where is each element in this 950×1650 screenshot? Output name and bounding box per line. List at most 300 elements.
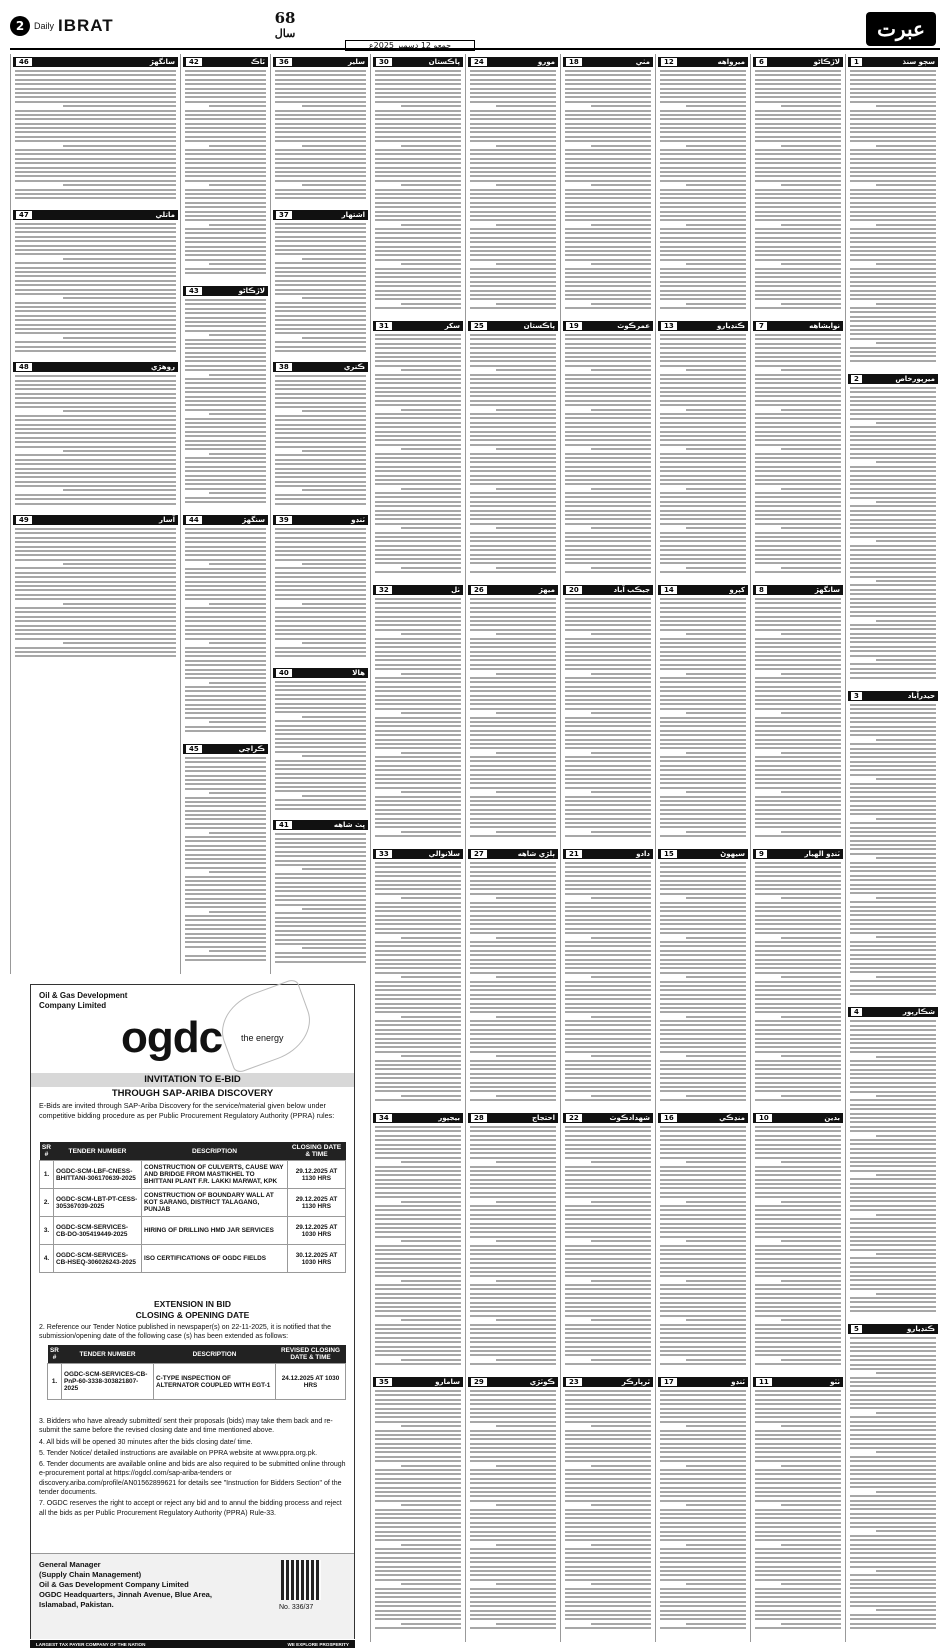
- text-line: [565, 1390, 651, 1392]
- text-line: [470, 1231, 556, 1233]
- text-line: [275, 236, 366, 238]
- text-line: [850, 1108, 936, 1110]
- text-line: [375, 1557, 461, 1559]
- text-line: [275, 528, 366, 530]
- text-line: [209, 563, 266, 565]
- text-line: [375, 981, 461, 983]
- text-line: [565, 254, 651, 256]
- text-line: [275, 424, 366, 426]
- text-line: [63, 145, 176, 147]
- news-article: [371, 582, 465, 846]
- text-line: [565, 880, 651, 882]
- text-line: [565, 1086, 651, 1088]
- text-line: [850, 1429, 936, 1431]
- text-line: [375, 862, 461, 864]
- text-line: [470, 985, 556, 987]
- text-line: [565, 1297, 651, 1299]
- text-line: [565, 1245, 651, 1247]
- dateline-number: 23: [566, 1378, 582, 1386]
- text-line: [850, 774, 936, 776]
- text-line: [565, 1130, 651, 1132]
- text-line: [660, 1183, 746, 1185]
- text-line: [565, 1539, 651, 1541]
- text-line: [375, 453, 461, 455]
- text-line: [275, 939, 366, 941]
- text-line: [375, 902, 461, 904]
- text-line: [15, 74, 176, 76]
- text-line: [755, 1183, 841, 1185]
- text-line: [660, 1394, 746, 1396]
- text-line: [850, 83, 936, 85]
- text-line: [15, 249, 176, 251]
- text-line: [470, 1024, 556, 1026]
- text-line: [375, 1421, 461, 1423]
- text-line: [15, 446, 176, 448]
- text-line: [275, 397, 366, 399]
- text-line: [660, 298, 746, 300]
- text-line: [15, 494, 176, 496]
- text-line: [565, 131, 651, 133]
- row-sr: 2.: [40, 1189, 54, 1217]
- text-line: [876, 342, 936, 344]
- text-line: [375, 395, 461, 397]
- text-line: [470, 1192, 556, 1194]
- text-line: [660, 695, 746, 697]
- text-line: [565, 523, 651, 525]
- text-line: [375, 1614, 461, 1616]
- text-line: [470, 1046, 556, 1048]
- text-line: [496, 105, 556, 107]
- text-line: [185, 110, 266, 112]
- text-line: [755, 426, 841, 428]
- text-line: [565, 1614, 651, 1616]
- text-line: [375, 285, 461, 287]
- article-body-lines: [275, 223, 366, 352]
- text-line: [401, 937, 461, 939]
- text-line: [15, 267, 176, 269]
- text-line: [565, 1526, 651, 1528]
- text-line: [565, 1227, 651, 1229]
- text-line: [565, 629, 651, 631]
- text-line: [565, 1430, 651, 1432]
- text-line: [496, 527, 556, 529]
- dateline-number: 35: [376, 1378, 392, 1386]
- text-line: [850, 1548, 936, 1550]
- news-article: [371, 318, 465, 582]
- text-line: [185, 365, 266, 367]
- text-line: [755, 651, 841, 653]
- text-line: [470, 1438, 556, 1440]
- text-line: [755, 1068, 841, 1070]
- text-line: [15, 393, 176, 395]
- text-line: [755, 1363, 841, 1365]
- text-line: [470, 158, 556, 160]
- text-line: [565, 1020, 651, 1022]
- text-line: [660, 818, 746, 820]
- text-line: [660, 545, 746, 547]
- text-line: [470, 1275, 556, 1277]
- text-line: [375, 562, 461, 564]
- text-line: [275, 83, 366, 85]
- text-line: [755, 739, 841, 741]
- text-line: [755, 1196, 841, 1198]
- text-line: [209, 224, 266, 226]
- dateline-number: 46: [16, 58, 32, 66]
- text-line: [850, 1279, 936, 1281]
- dateline-place: منڍڪي: [719, 1114, 745, 1122]
- text-line: [850, 153, 936, 155]
- text-line: [755, 910, 841, 912]
- dateline-place: لاڙڪاڻو: [813, 58, 840, 66]
- text-line: [15, 537, 176, 539]
- text-line: [660, 338, 746, 340]
- text-line: [660, 241, 746, 243]
- news-article: [271, 665, 370, 818]
- dateline-number: 40: [276, 669, 292, 677]
- text-line: [275, 616, 366, 618]
- text-line: [686, 1016, 746, 1018]
- text-line: [850, 241, 936, 243]
- text-line: [755, 1205, 841, 1207]
- text-line: [755, 558, 841, 560]
- text-line: [470, 1262, 556, 1264]
- text-line: [375, 1253, 461, 1255]
- text-line: [850, 1526, 936, 1528]
- text-line: [755, 1029, 841, 1031]
- text-line: [660, 1231, 746, 1233]
- text-line: [755, 285, 841, 287]
- text-line: [185, 726, 266, 728]
- text-line: [565, 1033, 651, 1035]
- text-line: [755, 290, 841, 292]
- news-column: [10, 54, 180, 974]
- text-line: [63, 450, 176, 452]
- text-line: [185, 118, 266, 120]
- text-line: [470, 110, 556, 112]
- text-line: [850, 611, 936, 613]
- text-line: [565, 237, 651, 239]
- text-line: [470, 1258, 556, 1260]
- text-line: [850, 294, 936, 296]
- table-row: [40, 1161, 346, 1189]
- news-article: [751, 582, 845, 846]
- dateline-place: روهڙي: [150, 363, 175, 372]
- text-line: [375, 743, 461, 745]
- text-line: [686, 369, 746, 371]
- text-line: [375, 932, 461, 934]
- text-line: [15, 341, 176, 343]
- text-line: [302, 258, 366, 260]
- text-line: [660, 730, 746, 732]
- text-line: [275, 961, 366, 963]
- row-tender-number: OGDC-SCM-SERVICES-CB-HSEQ-306026243-2025: [54, 1245, 142, 1273]
- article-body-lines: [850, 704, 936, 996]
- text-line: [470, 928, 556, 930]
- text-line: [755, 532, 841, 534]
- text-line: [565, 290, 651, 292]
- text-line: [850, 391, 936, 393]
- text-line: [755, 959, 841, 961]
- text-line: [185, 409, 266, 411]
- text-line: [470, 1596, 556, 1598]
- text-line: [850, 396, 936, 398]
- text-line: [375, 259, 461, 261]
- text-line: [850, 602, 936, 604]
- text-line: [375, 826, 461, 828]
- text-line: [275, 689, 366, 691]
- text-line: [375, 1460, 461, 1462]
- text-line: [850, 101, 936, 103]
- text-line: [565, 540, 651, 542]
- text-line: [755, 360, 841, 362]
- text-line: [660, 1509, 746, 1511]
- text-line: [470, 659, 556, 661]
- text-line: [565, 1253, 651, 1255]
- text-line: [850, 206, 936, 208]
- text-line: [565, 1258, 651, 1260]
- col-sr: SR #: [40, 1142, 54, 1161]
- text-line: [755, 1509, 841, 1511]
- text-line: [375, 536, 461, 538]
- text-line: [850, 237, 936, 239]
- text-line: [375, 1487, 461, 1489]
- text-line: [755, 1513, 841, 1515]
- text-line: [755, 932, 841, 934]
- text-line: [755, 1487, 841, 1489]
- text-line: [686, 897, 746, 899]
- text-line: [850, 1301, 936, 1303]
- text-line: [850, 562, 936, 564]
- text-line: [850, 1522, 936, 1524]
- text-line: [565, 1456, 651, 1458]
- text-line: [781, 1055, 841, 1057]
- text-line: [686, 1465, 746, 1467]
- text-line: [470, 1394, 556, 1396]
- text-line: [565, 1363, 651, 1365]
- text-line: [63, 563, 176, 565]
- text-line: [470, 1033, 556, 1035]
- text-line: [850, 1073, 936, 1075]
- text-line: [375, 334, 461, 336]
- text-line: [185, 153, 266, 155]
- text-line: [660, 1548, 746, 1550]
- text-line: [375, 1315, 461, 1317]
- text-line: [275, 375, 366, 377]
- text-line: [185, 418, 266, 420]
- text-line: [470, 466, 556, 468]
- text-line: [686, 1425, 746, 1427]
- text-line: [755, 730, 841, 732]
- text-line: [565, 70, 651, 72]
- text-line: [660, 725, 746, 727]
- dateline-place: ڪنڊيارو: [906, 1325, 935, 1334]
- text-line: [15, 567, 176, 569]
- text-line: [275, 904, 366, 906]
- text-line: [275, 227, 366, 229]
- dateline-place: مٺي: [635, 58, 650, 66]
- text-line: [375, 74, 461, 76]
- text-line: [660, 272, 746, 274]
- text-line: [470, 677, 556, 679]
- text-line: [302, 489, 366, 491]
- text-line: [755, 1148, 841, 1150]
- text-line: [185, 928, 266, 930]
- text-line: [401, 1240, 461, 1242]
- text-line: [755, 800, 841, 802]
- text-line: [755, 167, 841, 169]
- note-5: 5. Tender Notice/ detailed instructions are available on PPRA website at www.ppra.org.pk.: [39, 1449, 318, 1457]
- text-line: [565, 959, 651, 961]
- dateline-bar: [273, 668, 368, 678]
- text-line: [565, 1570, 651, 1572]
- dateline-number: 29: [471, 1378, 487, 1386]
- tender-table-header: [40, 1142, 346, 1161]
- text-line: [850, 1364, 936, 1366]
- text-line: [660, 1011, 746, 1013]
- text-line: [850, 584, 936, 586]
- text-line: [591, 752, 651, 754]
- text-line: [755, 1408, 841, 1410]
- text-line: [755, 215, 841, 217]
- text-line: [185, 827, 266, 829]
- text-line: [470, 79, 556, 81]
- text-line: [470, 1539, 556, 1541]
- masthead-logo: عبرت: [866, 12, 936, 46]
- text-line: [375, 1170, 461, 1172]
- text-line: [755, 1443, 841, 1445]
- text-line: [565, 1139, 651, 1141]
- text-line: [660, 1399, 746, 1401]
- text-line: [375, 1513, 461, 1515]
- text-line: [850, 1297, 936, 1299]
- dateline-bar: [658, 321, 748, 331]
- text-line: [660, 391, 746, 393]
- text-line: [755, 1324, 841, 1326]
- text-line: [275, 707, 366, 709]
- text-line: [755, 1596, 841, 1598]
- text-line: [15, 332, 176, 334]
- text-line: [755, 1337, 841, 1339]
- text-line: [375, 290, 461, 292]
- dateline-number: 32: [376, 586, 392, 594]
- text-line: [401, 673, 461, 675]
- text-line: [375, 461, 461, 463]
- text-line: [660, 1090, 746, 1092]
- text-line: [185, 101, 266, 103]
- text-line: [660, 461, 746, 463]
- text-line: [565, 118, 651, 120]
- text-line: [850, 576, 936, 578]
- text-line: [565, 611, 651, 613]
- text-line: [185, 554, 266, 556]
- text-line: [850, 932, 936, 934]
- text-line: [470, 1509, 556, 1511]
- text-line: [755, 703, 841, 705]
- text-line: [375, 1024, 461, 1026]
- text-line: [565, 963, 651, 965]
- text-line: [876, 501, 936, 503]
- dateline-bar: [753, 321, 843, 331]
- dateline-bar: [848, 1007, 938, 1017]
- news-article: [751, 1374, 845, 1638]
- text-line: [565, 153, 651, 155]
- text-line: [850, 136, 936, 138]
- text-line: [496, 831, 556, 833]
- text-line: [660, 941, 746, 943]
- text-line: [755, 79, 841, 81]
- text-line: [755, 153, 841, 155]
- text-line: [375, 1588, 461, 1590]
- dateline-bar: [753, 849, 843, 859]
- text-line: [850, 941, 936, 943]
- text-line: [755, 193, 841, 195]
- text-line: [185, 70, 266, 72]
- text-line: [470, 941, 556, 943]
- tender-table: [39, 1142, 346, 1273]
- text-line: [850, 1042, 936, 1044]
- text-line: [850, 1187, 936, 1189]
- text-line: [660, 677, 746, 679]
- text-line: [850, 79, 936, 81]
- text-line: [565, 1024, 651, 1026]
- text-line: [565, 1262, 651, 1264]
- text-line: [470, 906, 556, 908]
- text-line: [375, 510, 461, 512]
- text-line: [375, 365, 461, 367]
- text-line: [375, 1126, 461, 1128]
- text-line: [850, 1209, 936, 1211]
- text-line: [375, 998, 461, 1000]
- text-line: [660, 624, 746, 626]
- text-line: [470, 1302, 556, 1304]
- text-line: [275, 197, 366, 199]
- text-line: [565, 893, 651, 895]
- col-revised-closing: REVISED CLOSING DATE & TIME: [276, 1345, 346, 1364]
- text-line: [15, 153, 176, 155]
- text-line: [565, 510, 651, 512]
- text-line: [755, 395, 841, 397]
- text-line: [470, 703, 556, 705]
- text-line: [850, 641, 936, 643]
- text-line: [850, 1262, 936, 1264]
- text-line: [850, 672, 936, 674]
- text-line: [850, 355, 936, 357]
- text-line: [876, 778, 936, 780]
- text-line: [470, 1403, 556, 1405]
- text-line: [15, 88, 176, 90]
- text-line: [470, 365, 556, 367]
- text-line: [496, 897, 556, 899]
- text-line: [660, 1126, 746, 1128]
- text-line: [565, 1408, 651, 1410]
- text-line: [15, 638, 176, 640]
- text-line: [185, 775, 266, 777]
- text-line: [755, 365, 841, 367]
- text-line: [375, 1526, 461, 1528]
- text-line: [565, 928, 651, 930]
- text-line: [850, 919, 936, 921]
- dateline-place: ٻلڙي شاهه: [517, 850, 555, 858]
- text-line: [470, 1090, 556, 1092]
- dateline-place: بيجپور: [438, 1114, 460, 1122]
- article-body-lines: [565, 598, 651, 837]
- text-line: [781, 1016, 841, 1018]
- text-line: [660, 79, 746, 81]
- text-line: [660, 378, 746, 380]
- text-line: [470, 893, 556, 895]
- text-line: [470, 734, 556, 736]
- text-line: [660, 994, 746, 996]
